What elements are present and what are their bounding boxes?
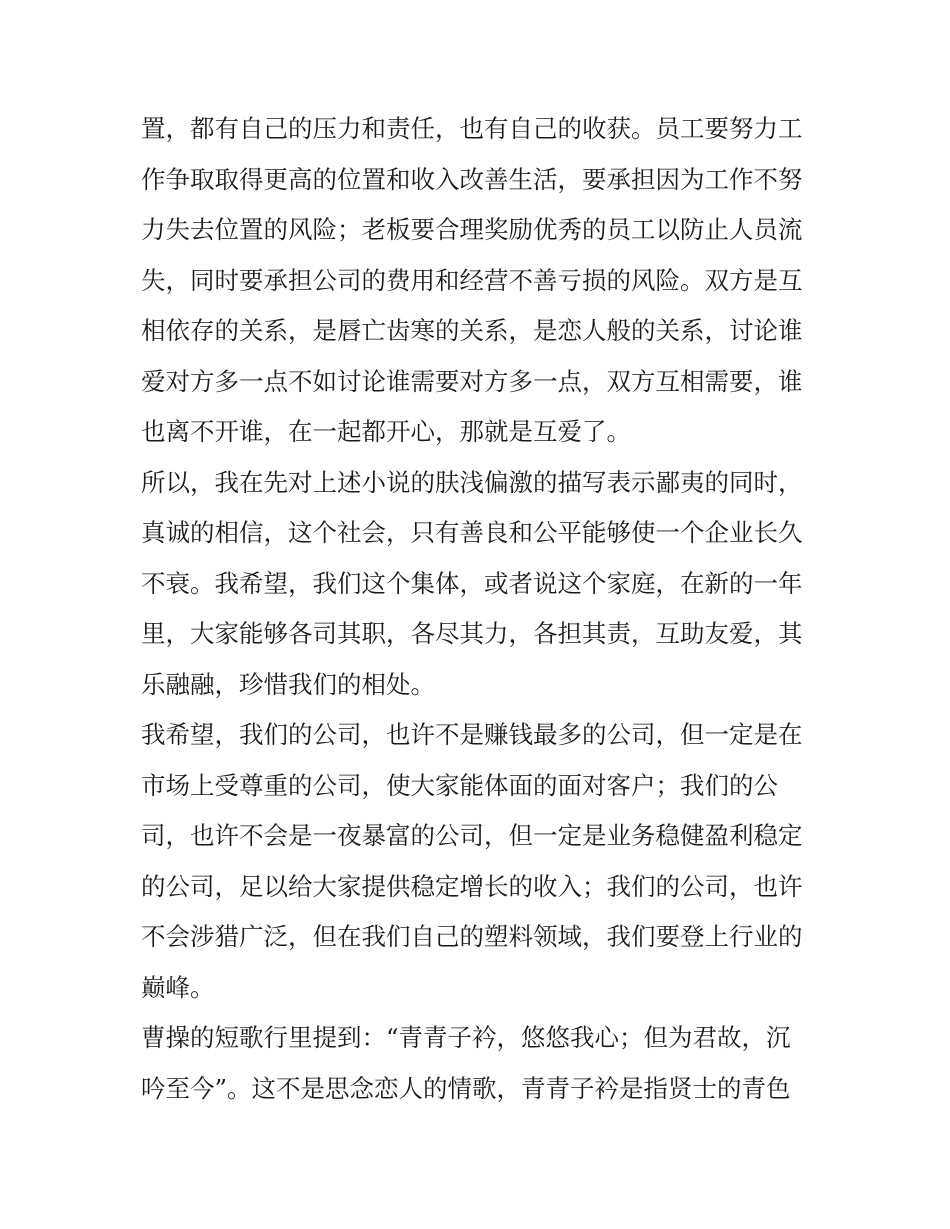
text-line: 我希望，我们的公司，也许不是赚钱最多的公司，但一定是在 xyxy=(141,720,803,749)
text-line: 市场上受尊重的公司，使大家能体面的面对客户；我们的公 xyxy=(141,770,778,800)
text-line: 吟至今”。这不是思念恋人的情歌，青青子衿是指贤士的青色 xyxy=(141,1073,791,1103)
text-line: 巅峰。 xyxy=(141,972,215,1002)
text-line: 乐融融，珍惜我们的相处。 xyxy=(141,669,435,699)
text-line: 曹操的短歌行里提到：“青青子衿，悠悠我心；但为君故，沉 xyxy=(141,1023,791,1052)
text-line: 的公司，足以给大家提供稳定增长的收入；我们的公司，也许 xyxy=(141,871,803,901)
text-line: 力失去位置的风险；老板要合理奖励优秀的员工以防止人员流 xyxy=(141,215,803,244)
text-line: 不会涉猎广泛，但在我们自己的塑料领域，我们要登上行业的 xyxy=(141,922,803,951)
text-line: 所以，我在先对上述小说的肤浅偏激的描写表示鄙夷的同时， xyxy=(141,467,803,497)
text-line: 不衰。我希望，我们这个集体，或者说这个家庭，在新的一年 xyxy=(141,568,803,598)
text-line: 置，都有自己的压力和责任，也有自己的收获。员工要努力工 xyxy=(141,114,803,143)
text-line: 里，大家能够各司其职，各尽其力，各担其责，互助友爱，其 xyxy=(141,619,803,648)
text-line: 失，同时要承担公司的费用和经营不善亏损的风险。双方是互 xyxy=(141,265,803,295)
text-line: 作争取取得更高的位置和收入改善生活，要承担因为工作不努 xyxy=(141,164,803,194)
text-line: 也离不开谁，在一起都开心，那就是互爱了。 xyxy=(141,417,631,446)
document-body xyxy=(141,104,811,1114)
text-line: 爱对方多一点不如讨论谁需要对方多一点，双方互相需要，谁 xyxy=(141,366,803,396)
text-line: 司，也许不会是一夜暴富的公司，但一定是业务稳健盈利稳定 xyxy=(141,821,803,850)
text-line: 相依存的关系，是唇亡齿寒的关系，是恋人般的关系，讨论谁 xyxy=(141,316,803,345)
text-line: 真诚的相信，这个社会，只有善良和公平能够使一个企业长久 xyxy=(141,518,803,547)
